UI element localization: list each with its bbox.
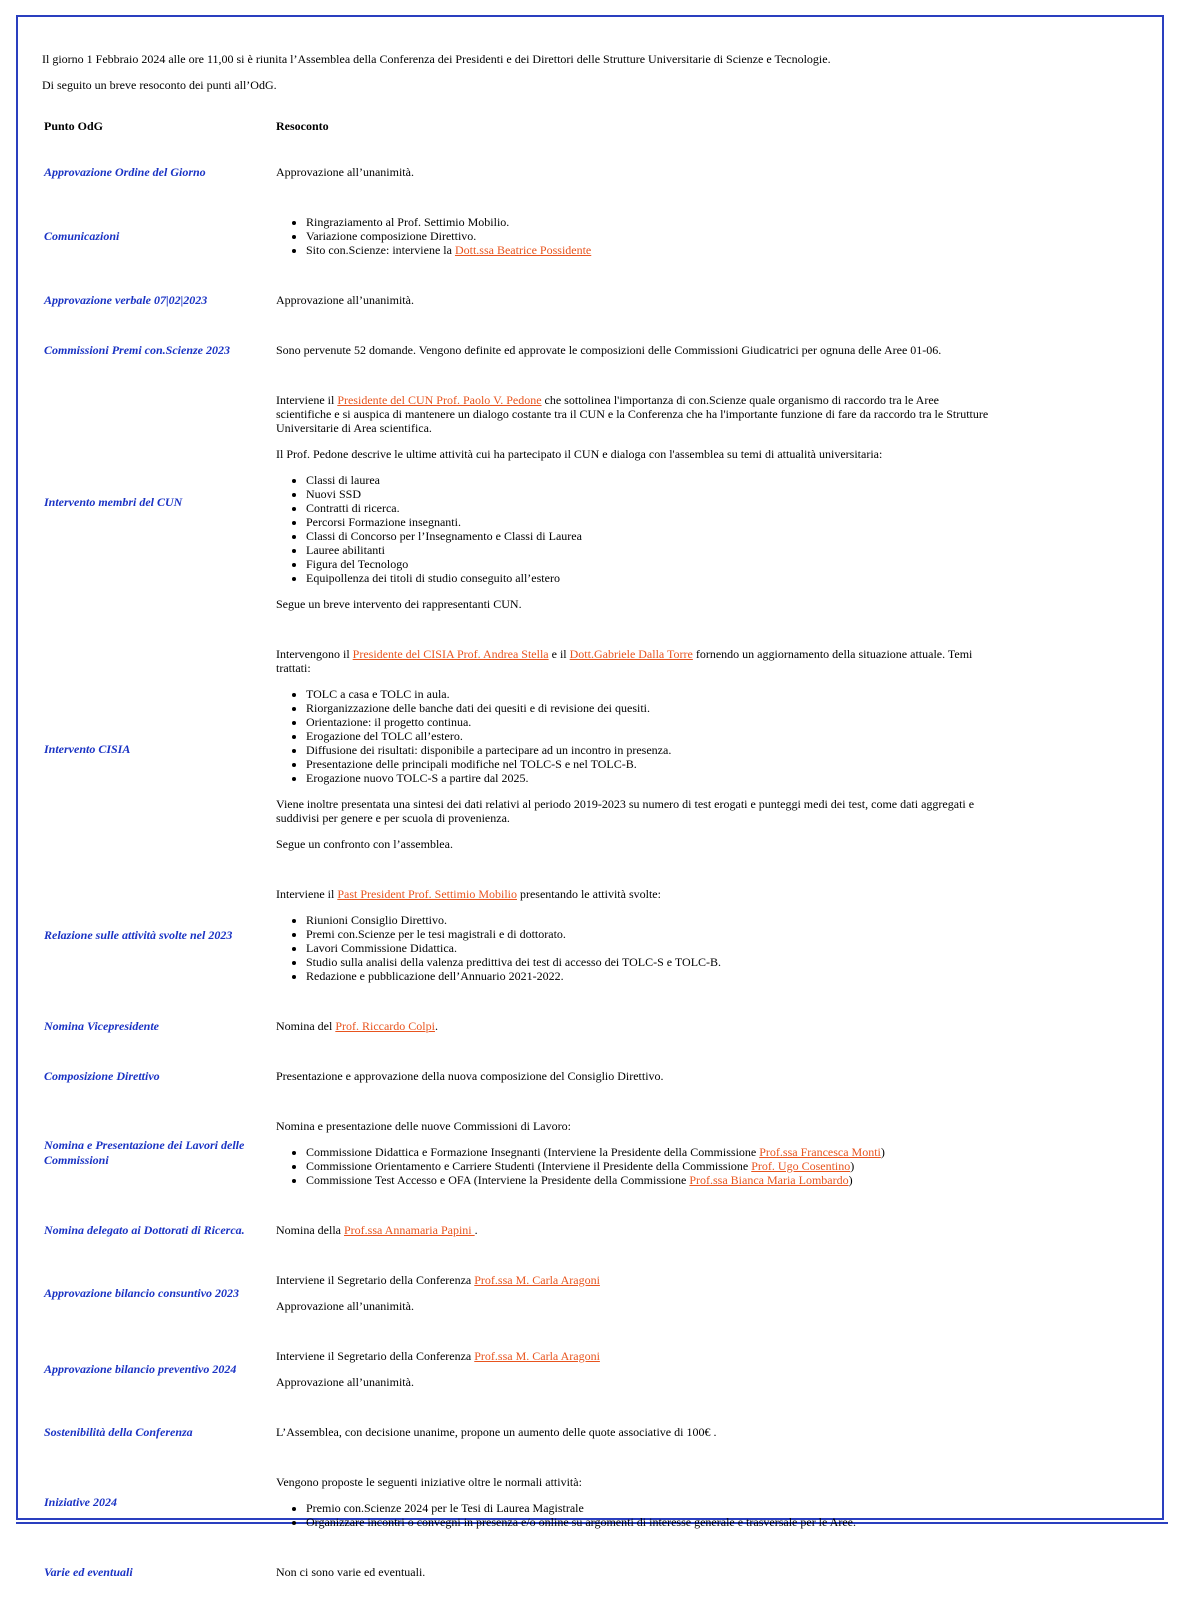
report-text: Approvazione all’unanimità.: [276, 1299, 414, 1313]
list-item-text: Sito con.Scienze: interviene la: [306, 243, 455, 257]
odg-report: [272, 1547, 1000, 1597]
odg-report: [272, 1331, 1000, 1407]
list-item: • Figura del Tecnologo: [306, 557, 996, 571]
report-text: [276, 1019, 996, 1033]
column-header-resoconto: Resoconto: [276, 118, 329, 133]
report-text: [276, 887, 996, 901]
report-text: Sono pervenute 52 domande. Vengono definite ed approvate le composizioni delle Commissioni Giudicatrici per ognuna delle Aree 01-06.: [276, 343, 942, 357]
report-text: Segue un confronto con l’assemblea.: [276, 837, 453, 851]
report-text-part: e il: [548, 647, 570, 661]
report-list: [276, 215, 996, 257]
list-item: • TOLC a casa e TOLC in aula.: [306, 687, 996, 701]
odg-report: [272, 325, 1000, 375]
odg-topic: Iniziative 2024: [44, 1494, 118, 1509]
person-link[interactable]: Prof.ssa M. Carla Aragoni: [474, 1273, 600, 1287]
odg-report: [272, 375, 1000, 629]
table-row: [40, 375, 1000, 629]
list-item: • Erogazione del TOLC all’estero.: [306, 729, 996, 743]
list-item-text: Commissione Didattica e Formazione Insegnanti (Interviene la Presidente della Commissione: [306, 1145, 760, 1159]
odg-topic: Comunicazioni: [44, 228, 120, 243]
list-item: • Premi con.Scienze per le tesi magistrali e di dottorato.: [306, 927, 996, 941]
odg-report: [272, 1101, 1000, 1205]
odg-topic: Approvazione bilancio consuntivo 2023: [44, 1285, 240, 1300]
report-text-part: .: [474, 1223, 478, 1237]
person-link[interactable]: Presidente del CISIA Prof. Andrea Stella: [352, 647, 549, 661]
list-item: • Nuovi SSD: [306, 487, 996, 501]
list-item: • Ringraziamento al Prof. Settimio Mobilio.: [306, 215, 996, 229]
odg-report: [272, 1051, 1000, 1101]
list-item-text: ): [880, 1145, 885, 1159]
odg-report: [272, 147, 1000, 197]
table-row: [40, 1255, 1000, 1331]
table-header-row: [40, 105, 1000, 147]
odg-topic: Intervento CISIA: [44, 741, 131, 756]
table-row: [40, 197, 1000, 275]
person-link[interactable]: Prof.ssa Bianca Maria Lombardo: [689, 1173, 849, 1187]
list-item: [306, 1145, 996, 1159]
list-item: • Diffusione dei risultati: disponibile a partecipare ad un incontro in presenza.: [306, 743, 996, 757]
table-row: [40, 1205, 1000, 1255]
report-text: Approvazione all’unanimità.: [276, 1375, 414, 1389]
report-text-part: fornendo un aggiornamento della situazione attuale. Temi trattati:: [276, 647, 973, 675]
odg-report: [272, 1407, 1000, 1457]
odg-table: [40, 105, 1000, 1597]
list-item: • Organizzare incontri o convegni in presenza e/o online su argomenti di interesse generale e trasversale per le Aree.: [306, 1515, 996, 1529]
report-list: [276, 1145, 996, 1187]
report-text: Approvazione all’unanimità.: [276, 293, 414, 307]
report-list: [276, 687, 996, 785]
person-link[interactable]: Prof.ssa M. Carla Aragoni: [474, 1349, 600, 1363]
table-row: [40, 275, 1000, 325]
odg-report: [272, 1457, 1000, 1547]
odg-report: [272, 629, 1000, 869]
list-item: • Studio sulla analisi della valenza predittiva dei test di accesso dei TOLC-S e TOLC-B.: [306, 955, 996, 969]
report-text: Non ci sono varie ed eventuali.: [276, 1565, 426, 1579]
odg-topic: Approvazione bilancio preventivo 2024: [44, 1361, 237, 1376]
table-row: [40, 869, 1000, 1001]
list-item: • Classi di Concorso per l’Insegnamento e Classi di Laurea: [306, 529, 996, 543]
odg-report: [272, 1255, 1000, 1331]
table-row: [40, 1547, 1000, 1597]
table-row: [40, 629, 1000, 869]
report-text-part: Nomina della: [276, 1223, 344, 1237]
list-item: • Redazione e pubblicazione dell’Annuario 2021-2022.: [306, 969, 996, 983]
table-row: [40, 1101, 1000, 1205]
odg-topic: Nomina e Presentazione dei Lavori delle Commissioni: [44, 1138, 245, 1167]
odg-topic: Varie ed eventuali: [44, 1564, 133, 1579]
odg-topic: Relazione sulle attività svolte nel 2023: [44, 927, 233, 942]
report-text: Vengono proposte le seguenti iniziative oltre le normali attività:: [276, 1475, 582, 1489]
table-row: [40, 325, 1000, 375]
report-text-part: .: [434, 1019, 438, 1033]
odg-report: [272, 275, 1000, 325]
report-text: [276, 1223, 996, 1237]
list-item: [306, 1173, 996, 1187]
list-item: • Premio con.Scienze 2024 per le Tesi di Laurea Magistrale: [306, 1501, 996, 1515]
list-item: • Riorganizzazione delle banche dati dei quesiti e di revisione dei quesiti.: [306, 701, 996, 715]
list-item: • Presentazione delle principali modifiche nel TOLC-S e nel TOLC-B.: [306, 757, 996, 771]
report-text: [276, 393, 996, 435]
report-list: [276, 913, 996, 983]
list-item: [306, 243, 996, 257]
report-text: [276, 1349, 996, 1363]
list-item: • Percorsi Formazione insegnanti.: [306, 515, 996, 529]
report-text-part: Interviene il Segretario della Conferenza: [276, 1349, 475, 1363]
list-item: • Riunioni Consiglio Direttivo.: [306, 913, 996, 927]
person-link[interactable]: Dott.ssa Beatrice Possidente: [454, 243, 592, 257]
list-item: • Classi di laurea: [306, 473, 996, 487]
report-text-part: Interviene il: [276, 393, 338, 407]
report-text-part: Intervengono il: [276, 647, 353, 661]
odg-topic: Commissioni Premi con.Scienze 2023: [44, 342, 231, 357]
list-item: • Orientazione: il progetto continua.: [306, 715, 996, 729]
report-text: [276, 1273, 996, 1287]
odg-topic: Approvazione Ordine del Giorno: [44, 164, 206, 179]
person-link[interactable]: Prof.ssa Francesca Monti: [759, 1145, 881, 1159]
report-text: [276, 647, 996, 675]
table-row: [40, 1407, 1000, 1457]
list-item-text: Commissione Test Accesso e OFA (Interviene la Presidente della Commissione: [306, 1173, 690, 1187]
person-link[interactable]: Prof. Riccardo Colpi: [335, 1019, 435, 1033]
list-item-text: Commissione Orientamento e Carriere Studenti (Interviene il Presidente della Commissione: [306, 1159, 752, 1173]
report-text-part: che sottolinea l'importanza di con.Scienze quale organismo di raccordo tra le Aree scientifiche e si auspica di mantenere un dialogo costante tra il CUN e la Conferenza che ha l'importante funzione di fare da raccordo tra le Strutture Universitarie di Area scientifica.: [276, 393, 989, 435]
odg-topic: Composizione Direttivo: [44, 1068, 160, 1083]
person-link[interactable]: Prof. Ugo Cosentino: [751, 1159, 851, 1173]
report-text-part: Interviene il Segretario della Conferenza: [276, 1273, 475, 1287]
odg-topic: Sostenibilità della Conferenza: [44, 1424, 193, 1439]
list-item: • Lavori Commissione Didattica.: [306, 941, 996, 955]
table-row: [40, 1051, 1000, 1101]
list-item: • Lauree abilitanti: [306, 543, 996, 557]
intro-subtitle: Di seguito un breve resoconto dei punti all’OdG.: [42, 78, 277, 92]
list-item: • Equipollenza dei titoli di studio conseguito all’estero: [306, 571, 996, 585]
odg-topic: Intervento membri del CUN: [44, 494, 183, 509]
column-header-punto: Punto OdG: [44, 118, 104, 133]
report-text: Il Prof. Pedone descrive le ultime attività cui ha partecipato il CUN e dialoga con l'assemblea su temi di attualità universitaria:: [276, 447, 883, 461]
report-text: Segue un breve intervento dei rappresentanti CUN.: [276, 597, 522, 611]
odg-report: [272, 1001, 1000, 1051]
report-text-part: presentando le attività svolte:: [516, 887, 661, 901]
report-list: [276, 1501, 996, 1529]
table-row: [40, 1001, 1000, 1051]
list-item: • Contratti di ricerca.: [306, 501, 996, 515]
odg-report: [272, 1205, 1000, 1255]
person-link[interactable]: Prof.ssa Annamaria Papini: [343, 1223, 475, 1237]
odg-report: [272, 869, 1000, 1001]
intro-paragraph: Il giorno 1 Febbraio 2024 alle ore 11,00 si è riunita l’Assemblea della Conferenza dei Presidenti e dei Direttori delle Strutture Universitarie di Scienze e Tecnologie.: [42, 52, 831, 66]
table-row: [40, 1457, 1000, 1547]
list-item: [306, 1159, 996, 1173]
report-text: Presentazione e approvazione della nuova composizione del Consiglio Direttivo.: [276, 1069, 664, 1083]
report-text-part: Nomina del: [276, 1019, 336, 1033]
report-text: Nomina e presentazione delle nuove Commissioni di Lavoro:: [276, 1119, 571, 1133]
table-row: [40, 1331, 1000, 1407]
report-text: Approvazione all’unanimità.: [276, 165, 414, 179]
list-item-text: ): [848, 1173, 853, 1187]
report-text: L’Assemblea, con decisione unanime, propone un aumento delle quote associative di 100€ .: [276, 1425, 717, 1439]
person-link[interactable]: Presidente del CUN Prof. Paolo V. Pedone: [337, 393, 542, 407]
person-link[interactable]: Dott.Gabriele Dalla Torre: [569, 647, 693, 661]
list-item: • Variazione composizione Direttivo.: [306, 229, 996, 243]
table-row: [40, 147, 1000, 197]
report-list: [276, 473, 996, 585]
list-item: • Erogazione nuovo TOLC-S a partire dal 2025.: [306, 771, 996, 785]
report-text: Viene inoltre presentata una sintesi dei dati relativi al periodo 2019-2023 su numero di test erogati e punteggi medi dei test, come dati aggregati e suddivisi per genere e per scuola di provenienza.: [276, 797, 975, 825]
person-link[interactable]: Past President Prof. Settimio Mobilio: [337, 887, 517, 901]
report-text-part: Interviene il: [276, 887, 338, 901]
odg-topic: Nomina delegato ai Dottorati di Ricerca.: [44, 1222, 245, 1237]
odg-topic: Approvazione verbale 07|02|2023: [44, 292, 208, 307]
list-item-text: ): [850, 1159, 855, 1173]
odg-report: [272, 197, 1000, 275]
odg-topic: Nomina Vicepresidente: [44, 1018, 159, 1033]
